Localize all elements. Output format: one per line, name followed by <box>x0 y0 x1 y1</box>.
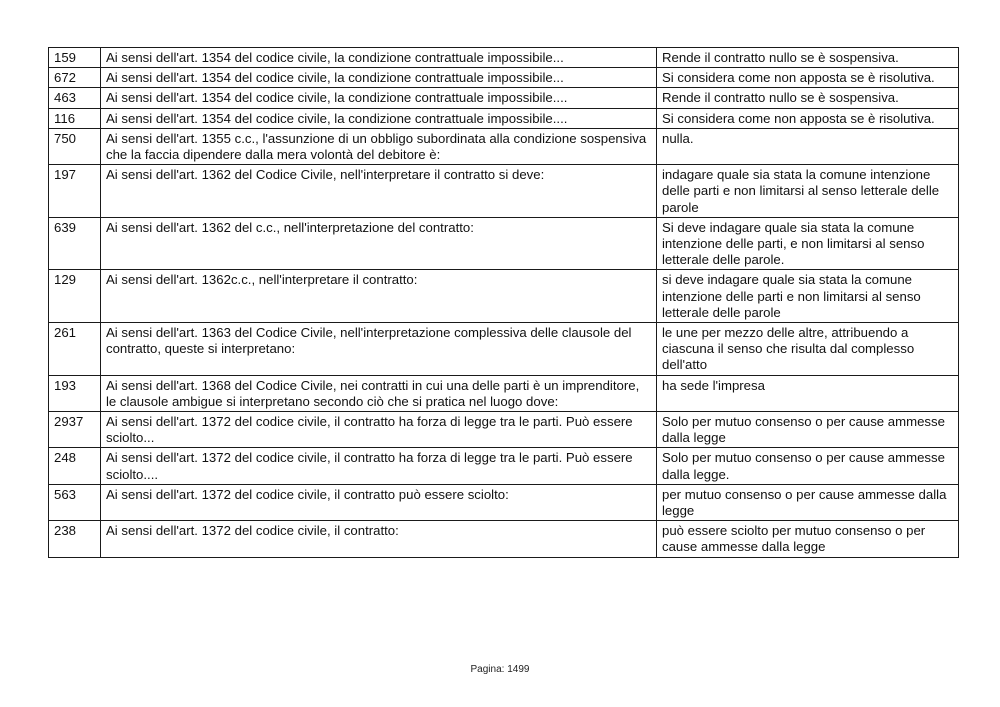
qa-table-body <box>49 48 959 558</box>
row-question: Ai sensi dell'art. 1362 del c.c., nell'interpretazione del contratto: <box>101 217 657 270</box>
row-id: 129 <box>49 270 101 323</box>
row-question: Ai sensi dell'art. 1372 del codice civile, il contratto: <box>101 521 657 557</box>
table-row <box>49 412 959 448</box>
table-row <box>49 68 959 88</box>
table-row <box>49 521 959 557</box>
row-question: Ai sensi dell'art. 1372 del codice civile, il contratto può essere sciolto: <box>101 484 657 520</box>
row-answer: Si considera come non apposta se è risolutiva. <box>657 68 959 88</box>
row-id: 159 <box>49 48 101 68</box>
row-id: 261 <box>49 323 101 376</box>
row-question: Ai sensi dell'art. 1354 del codice civile, la condizione contrattuale impossibile... <box>101 68 657 88</box>
page-number: Pagina: 1499 <box>470 664 530 675</box>
row-question: Ai sensi dell'art. 1362 del Codice Civile, nell'interpretare il contratto si deve: <box>101 165 657 218</box>
row-answer: ha sede l'impresa <box>657 375 959 411</box>
row-id: 750 <box>49 128 101 164</box>
table-row <box>49 270 959 323</box>
table-row <box>49 323 959 376</box>
row-id: 639 <box>49 217 101 270</box>
row-id: 2937 <box>49 412 101 448</box>
qa-table <box>48 47 959 558</box>
row-id: 197 <box>49 165 101 218</box>
row-answer: Si deve indagare quale sia stata la comune intenzione delle parti, e non limitarsi al senso letterale delle parole. <box>657 217 959 270</box>
row-question: Ai sensi dell'art. 1355 c.c., l'assunzione di un obbligo subordinata alla condizione sospensiva che la faccia dipendere dalla mera volontà del debitore è: <box>101 128 657 164</box>
table-row <box>49 128 959 164</box>
row-question: Ai sensi dell'art. 1372 del codice civile, il contratto ha forza di legge tra le parti. Può essere sciolto... <box>101 412 657 448</box>
row-question: Ai sensi dell'art. 1354 del codice civile, la condizione contrattuale impossibile.... <box>101 88 657 108</box>
table-row <box>49 375 959 411</box>
row-id: 238 <box>49 521 101 557</box>
row-answer: Solo per mutuo consenso o per cause ammesse dalla legge <box>657 412 959 448</box>
row-id: 248 <box>49 448 101 484</box>
row-answer: Solo per mutuo consenso o per cause ammesse dalla legge. <box>657 448 959 484</box>
row-question: Ai sensi dell'art. 1372 del codice civile, il contratto ha forza di legge tra le parti. Può essere sciolto.... <box>101 448 657 484</box>
row-answer: si deve indagare quale sia stata la comune intenzione delle parti e non limitarsi al senso letterale delle parole <box>657 270 959 323</box>
row-answer: le une per mezzo delle altre, attribuendo a ciascuna il senso che risulta dal complesso dell'atto <box>657 323 959 376</box>
row-id: 463 <box>49 88 101 108</box>
row-question: Ai sensi dell'art. 1354 del codice civile, la condizione contrattuale impossibile.... <box>101 108 657 128</box>
row-id: 116 <box>49 108 101 128</box>
row-id: 672 <box>49 68 101 88</box>
row-question: Ai sensi dell'art. 1362c.c., nell'interpretare il contratto: <box>101 270 657 323</box>
table-row <box>49 448 959 484</box>
row-question: Ai sensi dell'art. 1368 del Codice Civile, nei contratti in cui una delle parti è un imprenditore, le clausole ambigue si interpretano secondo ciò che si pratica nel luogo dove: <box>101 375 657 411</box>
table-row <box>49 88 959 108</box>
table-row <box>49 48 959 68</box>
row-answer: può essere sciolto per mutuo consenso o per cause ammesse dalla legge <box>657 521 959 557</box>
table-row <box>49 108 959 128</box>
row-question: Ai sensi dell'art. 1363 del Codice Civile, nell'interpretazione complessiva delle clausole del contratto, queste si interpretano: <box>101 323 657 376</box>
row-answer: per mutuo consenso o per cause ammesse dalla legge <box>657 484 959 520</box>
row-answer: Rende il contratto nullo se è sospensiva. <box>657 48 959 68</box>
row-answer: indagare quale sia stata la comune intenzione delle parti e non limitarsi al senso letterale delle parole <box>657 165 959 218</box>
row-id: 563 <box>49 484 101 520</box>
row-question: Ai sensi dell'art. 1354 del codice civile, la condizione contrattuale impossibile... <box>101 48 657 68</box>
row-answer: nulla. <box>657 128 959 164</box>
table-row <box>49 484 959 520</box>
row-answer: Si considera come non apposta se è risolutiva. <box>657 108 959 128</box>
table-row <box>49 217 959 270</box>
table-row <box>49 165 959 218</box>
row-answer: Rende il contratto nullo se è sospensiva. <box>657 88 959 108</box>
row-id: 193 <box>49 375 101 411</box>
